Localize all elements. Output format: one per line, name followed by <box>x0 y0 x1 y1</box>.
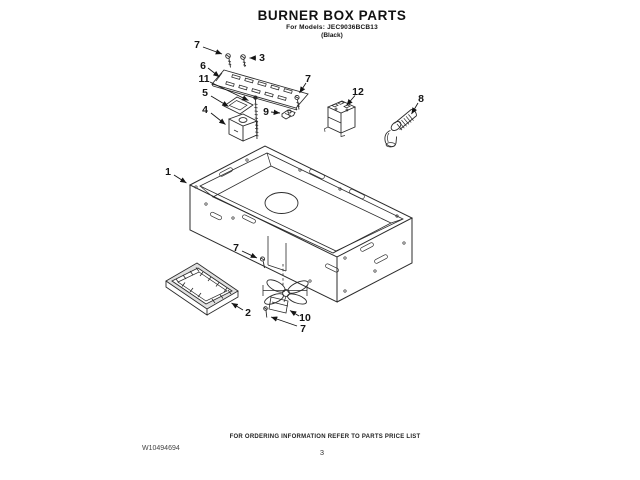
callout-7c: 7 <box>233 241 239 254</box>
part-burner-box <box>190 146 412 302</box>
leader-arrows <box>174 47 418 326</box>
callout-4: 4 <box>202 103 208 116</box>
callout-12: 12 <box>352 85 364 98</box>
callout-3: 3 <box>259 51 265 64</box>
callout-11: 11 <box>198 72 210 85</box>
part-clip <box>282 110 295 119</box>
finish-line: (Black) <box>321 32 343 39</box>
part-rod <box>254 96 259 139</box>
part-terminal-block <box>325 101 356 137</box>
screw-top-left <box>226 54 232 68</box>
screw-upper-right <box>295 95 300 109</box>
screw-top-right <box>241 55 246 67</box>
callout-6: 6 <box>200 59 206 72</box>
part-tray <box>166 263 238 315</box>
part-plate <box>224 97 253 114</box>
models-line: For Models: JEC9036BCB13 <box>286 24 378 31</box>
page-title: BURNER BOX PARTS <box>257 8 407 23</box>
part-conduit-connector <box>385 109 417 147</box>
part-switch-box <box>229 114 257 141</box>
ordering-note: FOR ORDERING INFORMATION REFER TO PARTS PRICE LIST <box>229 434 421 440</box>
callout-9: 9 <box>263 105 269 118</box>
callout-10: 10 <box>299 311 311 324</box>
callout-7b: 7 <box>305 72 311 85</box>
screw-front-wall <box>260 257 264 268</box>
callout-7d: 7 <box>300 322 306 335</box>
callout-7a: 7 <box>194 38 200 51</box>
document-number: W10494694 <box>142 445 180 452</box>
callout-2: 2 <box>245 306 251 319</box>
page-number: 3 <box>319 448 325 457</box>
callout-8: 8 <box>418 92 424 105</box>
callout-1: 1 <box>165 165 171 178</box>
part-fan-assembly <box>263 277 310 313</box>
screw-fan <box>264 307 268 318</box>
callout-5: 5 <box>202 86 208 99</box>
